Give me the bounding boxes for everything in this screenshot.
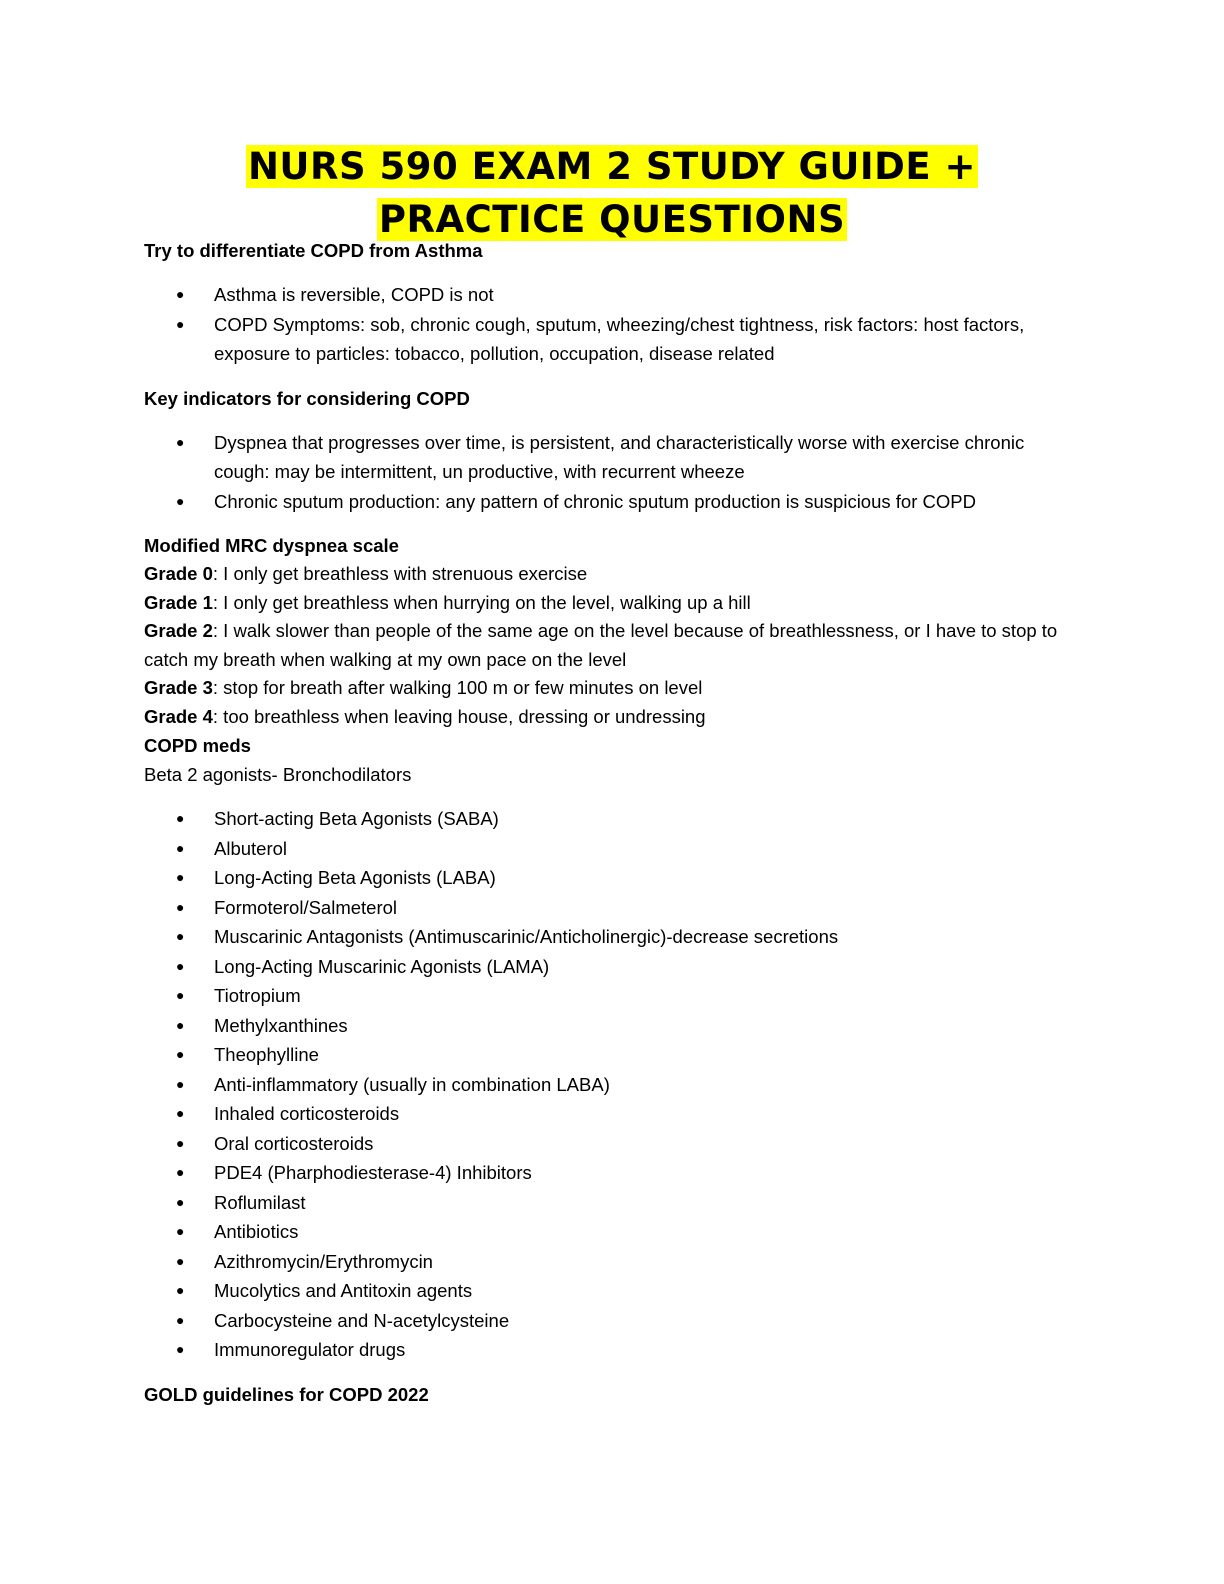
- list-item: ● Formoterol/Salmeterol: [144, 893, 1084, 923]
- bullet-icon: ●: [176, 1075, 185, 1092]
- list-item: ● Methylxanthines: [144, 1011, 1084, 1041]
- section-heading-copd-vs-asthma: Try to differentiate COPD from Asthma: [144, 240, 483, 261]
- document-body: [144, 236, 1084, 1409]
- bullet-icon: ●: [176, 1311, 185, 1328]
- bullet-icon: ●: [176, 1282, 185, 1298]
- list-item: ● Long-Acting Beta Agonists (LABA): [144, 863, 1084, 893]
- bullet-icon: ●: [176, 492, 185, 509]
- list-item: ● Albuterol: [144, 834, 1084, 864]
- list-item: ● COPD Symptoms: sob, chronic cough, sputum, wheezing/chest tightness, risk factors: host factors, exposure to particles: tobacco, pollution, occupation, disease related: [144, 310, 1084, 369]
- list-item: ● Long-Acting Muscarinic Agonists (LAMA): [144, 952, 1084, 982]
- title-line-1: NURS 590 EXAM 2 STUDY GUIDE +: [247, 145, 977, 188]
- bullet-icon: ●: [176, 957, 185, 974]
- section-heading-copd-meds: COPD meds: [144, 735, 251, 756]
- bullet-icon: ●: [176, 1134, 185, 1151]
- bullet-icon: ●: [176, 1046, 185, 1062]
- list-item: ● Carbocysteine and N-acetylcysteine: [144, 1306, 1084, 1336]
- section-heading-mrc-scale: Modified MRC dyspnea scale: [144, 535, 399, 556]
- list-item: ● Antibiotics: [144, 1217, 1084, 1247]
- list-item: ● Chronic sputum production: any pattern of chronic sputum production is suspicious for COPD: [144, 487, 1084, 517]
- grade-row: Grade 1: I only get breathless when hurrying on the level, walking up a hill: [144, 591, 751, 613]
- grade-row: Grade 3: stop for breath after walking 100 m or few minutes on level: [144, 677, 703, 698]
- list-item: ● Muscarinic Antagonists (Antimuscarinic/Anticholinergic)-decrease secretions: [144, 922, 1084, 952]
- page-title: [0, 140, 1224, 246]
- bullet-icon: ●: [176, 810, 185, 826]
- list-item: ● Dyspnea that progresses over time, is persistent, and characteristically worse with exercise chronic cough: may be intermittent, un productive, with recurrent wheeze: [144, 428, 1084, 487]
- copd-vs-asthma-list: [144, 280, 1084, 369]
- bullet-icon: ●: [176, 987, 185, 1003]
- bullet-icon: ●: [176, 928, 185, 944]
- bullet-icon: ●: [176, 898, 185, 915]
- bullet-icon: ●: [176, 869, 185, 885]
- bullet-icon: ●: [176, 1252, 185, 1269]
- list-item: ● Inhaled corticosteroids: [144, 1099, 1084, 1129]
- list-item: ● Theophylline: [144, 1040, 1084, 1070]
- list-item: ● Immunoregulator drugs: [144, 1335, 1084, 1365]
- list-item: ● PDE4 (Pharphodiesterase-4) Inhibitors: [144, 1158, 1084, 1188]
- bullet-icon: ●: [176, 1223, 185, 1239]
- bullet-icon: ●: [176, 1016, 185, 1033]
- bullet-icon: ●: [176, 1105, 185, 1121]
- bullet-icon: ●: [176, 433, 185, 450]
- section-heading-key-indicators: Key indicators for considering COPD: [144, 387, 470, 409]
- bullet-icon: ●: [176, 1193, 185, 1210]
- list-item: ● Azithromycin/Erythromycin: [144, 1247, 1084, 1277]
- list-item: ● Roflumilast: [144, 1188, 1084, 1218]
- copd-meds-list: [144, 804, 1084, 1365]
- list-item: ● Oral corticosteroids: [144, 1129, 1084, 1159]
- list-item: ● Mucolytics and Antitoxin agents: [144, 1276, 1084, 1306]
- bullet-icon: ●: [176, 315, 185, 332]
- bullet-icon: ●: [176, 1164, 185, 1180]
- bullet-icon: ●: [176, 839, 185, 856]
- grade-row: Grade 0: I only get breathless with strenuous exercise: [144, 563, 588, 584]
- list-item: ● Anti-inflammatory (usually in combination LABA): [144, 1070, 1084, 1100]
- bullet-icon: ●: [176, 286, 185, 302]
- key-indicators-list: [144, 428, 1084, 517]
- grade-row: Grade 4: too breathless when leaving house, dressing or undressing: [144, 705, 706, 727]
- section-heading-gold-guidelines: GOLD guidelines for COPD 2022: [144, 1383, 429, 1405]
- grade-row: Grade 2: I walk slower than people of the same age on the level because of breathlessness, or I have to stop to catch my breath when walking at my own pace on the level: [144, 620, 1058, 670]
- bullet-icon: ●: [176, 1341, 185, 1357]
- section-subheading-beta-agonists: Beta 2 agonists- Bronchodilators: [144, 764, 412, 785]
- list-item: ● Asthma is reversible, COPD is not: [144, 280, 1084, 310]
- title-line-2: PRACTICE QUESTIONS: [378, 198, 846, 241]
- list-item: ● Short-acting Beta Agonists (SABA): [144, 804, 1084, 834]
- list-item: ● Tiotropium: [144, 981, 1084, 1011]
